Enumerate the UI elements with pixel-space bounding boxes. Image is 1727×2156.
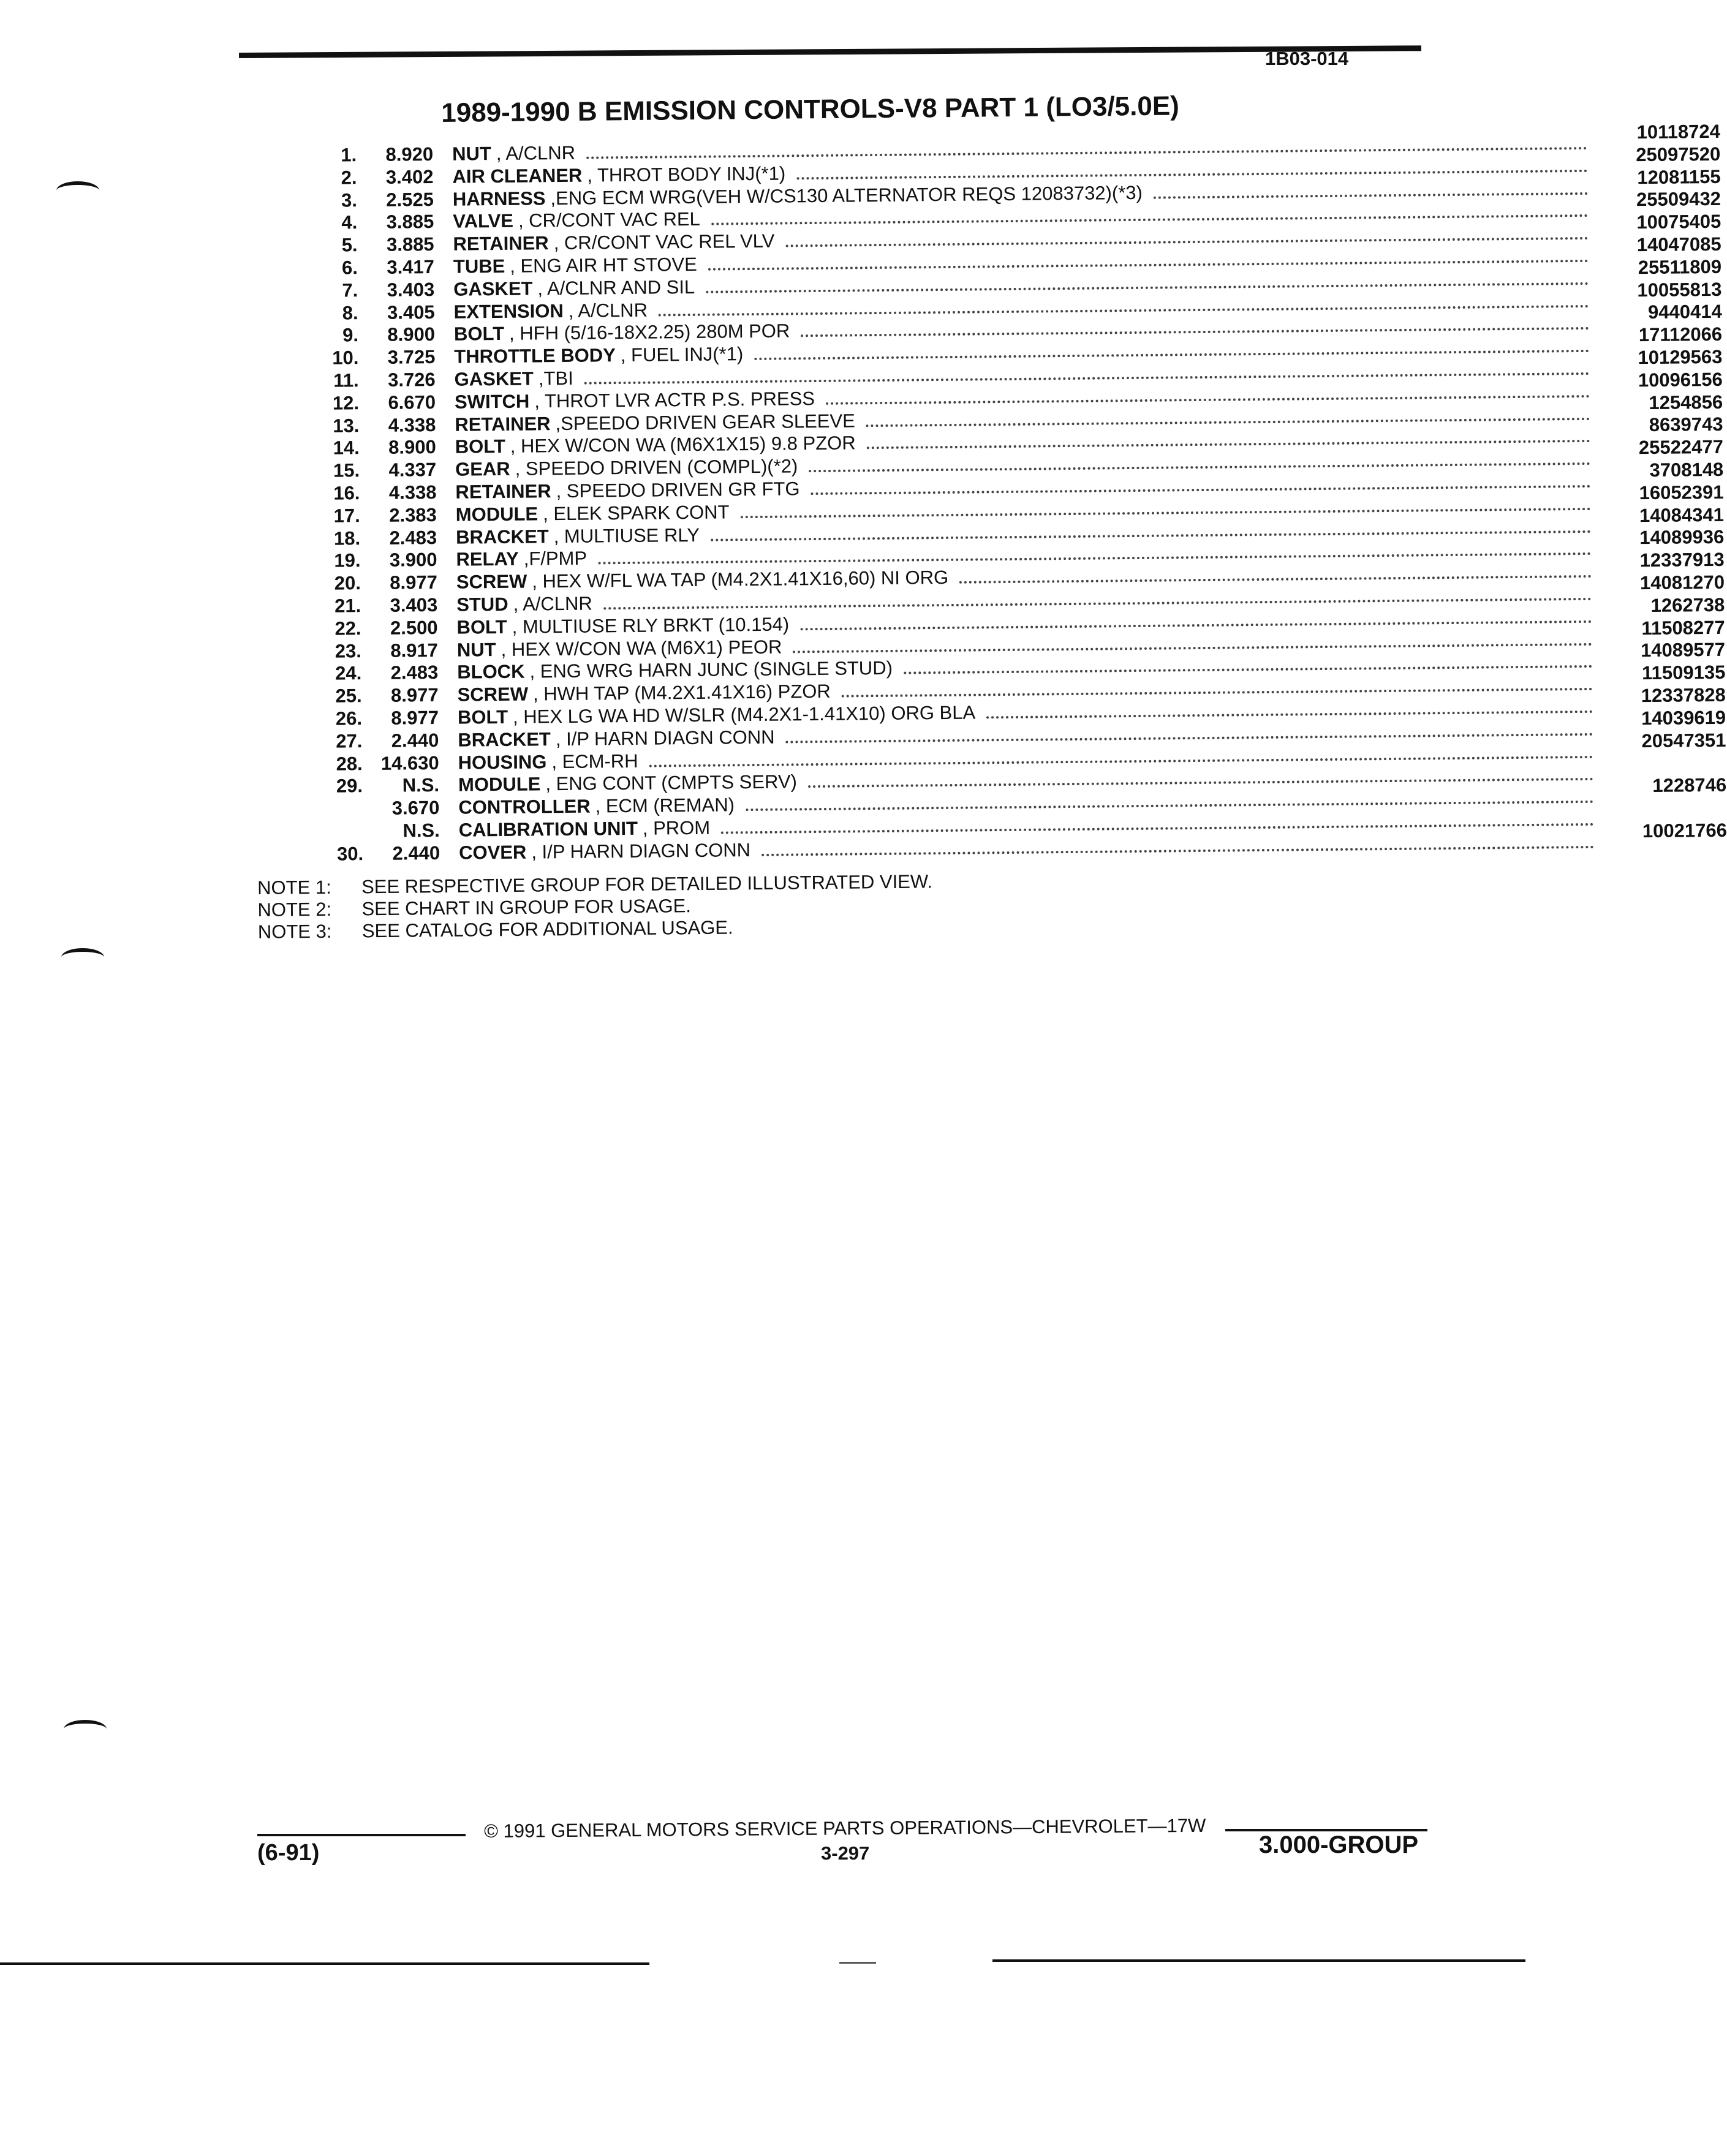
part-detail: , CR/CONT VAC REL VLV	[553, 230, 775, 254]
page-title: 1989-1990 B EMISSION CONTROLS-V8 PART 1 (LO3/5.0E)	[441, 91, 1180, 128]
group-number: 3.403	[387, 278, 435, 301]
part-number: 11508277	[1641, 616, 1725, 639]
item-number: 8.	[342, 301, 358, 324]
item-number: 9.	[342, 324, 359, 346]
note-label: NOTE 2:	[257, 898, 332, 921]
item-number	[312, 797, 363, 798]
header-rule	[239, 45, 1421, 58]
item-number: 14.	[333, 437, 360, 459]
part-name: MODULE	[458, 773, 541, 796]
part-detail: , I/P HARN DIAGN CONN	[555, 726, 775, 750]
item-number: 29.	[336, 775, 363, 797]
part-detail: , FUEL INJ(*1)	[620, 343, 744, 366]
part-detail: , I/P HARN DIAGN CONN	[531, 839, 751, 863]
page-number: 3-297	[821, 1842, 870, 1864]
part-number: 14081270	[1639, 571, 1725, 594]
item-number: 2.	[341, 167, 357, 189]
part-detail: , A/CLNR	[496, 141, 576, 165]
group-number: 8.977	[390, 684, 439, 706]
part-number: 17112066	[1638, 323, 1723, 346]
part-detail: , SPEEDO DRIVEN (COMPL)(*2)	[515, 455, 798, 480]
item-number: 11.	[333, 369, 359, 391]
part-detail: , MULTIUSE RLY	[553, 524, 700, 547]
part-name: SCREW	[456, 570, 527, 593]
group-number: 3.726	[387, 368, 436, 391]
part-name: HARNESS	[452, 187, 546, 210]
group-number: 2.440	[391, 729, 439, 752]
group-number: 3.402	[385, 165, 434, 188]
group-number: 2.500	[390, 616, 438, 639]
part-detail: , MULTIUSE RLY BRKT (10.154)	[512, 613, 790, 638]
part-name: BRACKET	[458, 728, 551, 751]
group-number: 8.900	[387, 323, 436, 346]
note-text: SEE CHART IN GROUP FOR USAGE.	[361, 895, 692, 920]
group-number: N.S.	[402, 819, 440, 842]
group-number: 8.920	[385, 143, 434, 165]
part-number: 25522477	[1638, 435, 1724, 459]
part-detail: , A/CLNR	[513, 592, 592, 615]
part-name: CONTROLLER	[458, 795, 591, 818]
part-name: RELAY	[456, 548, 519, 571]
item-number: 28.	[336, 752, 363, 775]
leader-dots	[761, 846, 1594, 856]
part-number: 25509432	[1636, 188, 1721, 211]
item-number: 21.	[334, 595, 361, 617]
part-number: 10021766	[1642, 819, 1727, 842]
part-number: 25097520	[1636, 143, 1721, 165]
group-number: 2.483	[389, 526, 437, 549]
part-detail: , HEX LG WA HD W/SLR (M4.2X1-1.41X10) ORG BLA	[512, 701, 976, 728]
part-number: 1262738	[1650, 594, 1725, 616]
part-name: BLOCK	[457, 660, 525, 684]
part-detail: ,ENG ECM WRG(VEH W/CS130 ALTERNATOR REQS 12083732)(*3)	[550, 181, 1143, 209]
item-number: 27.	[336, 729, 363, 752]
part-number: 16052391	[1639, 481, 1724, 503]
notes-section	[257, 870, 933, 943]
part-number: 12337828	[1641, 684, 1726, 707]
group-number: 14.630	[380, 752, 439, 774]
part-number: 11509135	[1641, 661, 1726, 684]
part-number: 14039619	[1641, 706, 1726, 729]
item-number: 19.	[334, 549, 361, 571]
part-detail: , ECM (REMAN)	[595, 794, 735, 817]
item-number: 4.	[341, 211, 358, 233]
part-name: RETAINER	[453, 232, 549, 255]
part-detail: ,SPEEDO DRIVEN GEAR SLEEVE	[555, 409, 855, 434]
part-number: 10096156	[1638, 368, 1723, 391]
part-name: CALIBRATION UNIT	[458, 817, 638, 841]
group-number: 2.483	[390, 662, 439, 684]
footer-rule-left	[257, 1834, 466, 1836]
item-number: 24.	[335, 662, 362, 684]
item-number: 17.	[333, 504, 360, 527]
part-number: 14089577	[1640, 639, 1726, 662]
note-text: SEE RESPECTIVE GROUP FOR DETAILED ILLUSTRATED VIEW.	[361, 870, 933, 898]
group-number: N.S.	[402, 774, 440, 796]
part-name: BOLT	[453, 323, 505, 345]
binder-hole-mark	[64, 1720, 107, 1738]
part-name: TUBE	[453, 255, 505, 277]
group-number: 8.900	[388, 436, 436, 459]
part-detail: , THROT BODY INJ(*1)	[587, 162, 786, 186]
part-detail: , HWH TAP (M4.2X1.41X16) PZOR	[532, 680, 831, 705]
item-number: 5.	[341, 234, 358, 256]
item-number: 26.	[335, 707, 363, 729]
part-name: EXTENSION	[453, 300, 564, 323]
part-detail: , HEX W/CON WA (M6X1X15) 9.8 PZOR	[510, 432, 856, 458]
part-name: SWITCH	[454, 390, 530, 413]
group-number: 6.670	[388, 391, 436, 413]
part-number: 9440414	[1647, 301, 1722, 323]
group-number: 4.337	[388, 459, 437, 481]
part-name: BOLT	[457, 706, 508, 728]
item-number: 10.	[332, 347, 359, 369]
item-number: 1.	[341, 144, 357, 166]
part-number: 25511809	[1638, 255, 1722, 278]
part-detail: , ENG WRG HARN JUNC (SINGLE STUD)	[529, 657, 893, 682]
part-detail: , HEX W/CON WA (M6X1) PEOR	[501, 636, 782, 660]
group-number: 8.917	[390, 639, 439, 662]
part-detail: , ENG CONT (CMPTS SERV)	[545, 771, 798, 795]
item-number: 7.	[342, 279, 358, 301]
item-number: 16.	[333, 482, 360, 504]
note-label: NOTE 1:	[257, 876, 331, 899]
part-detail: , PROM	[642, 816, 711, 839]
bottom-rule	[0, 1962, 649, 1965]
note-text: SEE CATALOG FOR ADDITIONAL USAGE.	[361, 916, 733, 942]
bottom-rule	[992, 1959, 1525, 1962]
part-number: 14089936	[1639, 526, 1725, 549]
part-name: NUT	[452, 143, 492, 165]
part-name: RETAINER	[455, 480, 551, 503]
group-number: 3.885	[386, 211, 434, 233]
part-number: 12081155	[1637, 165, 1721, 188]
part-name: VALVE	[453, 210, 514, 233]
part-number: 12337913	[1639, 548, 1725, 571]
item-number: 12.	[332, 391, 360, 414]
part-number: 1254856	[1649, 391, 1723, 413]
bottom-rule	[839, 1962, 876, 1964]
group-number: 2.440	[392, 842, 440, 864]
part-name: GEAR	[455, 458, 510, 480]
part-name: BOLT	[455, 435, 505, 458]
part-name: HOUSING	[458, 750, 547, 774]
part-name: MODULE	[455, 503, 539, 526]
group-number: 2.525	[386, 188, 434, 211]
item-number: 13.	[333, 414, 360, 437]
note-label: NOTE 3:	[257, 920, 332, 943]
part-detail: , THROT LVR ACTR P.S. PRESS	[534, 387, 815, 412]
group-number: 2.383	[389, 503, 437, 526]
copyright-text: © 1991 GENERAL MOTORS SERVICE PARTS OPERATIONS—CHEVROLET—17W	[484, 1814, 1206, 1842]
catalog-code: 1B03-014	[1265, 48, 1349, 69]
group-number: 3.417	[387, 255, 435, 278]
footer-date: (6-91)	[257, 1840, 320, 1866]
part-name: STUD	[456, 593, 508, 616]
part-number: 10075405	[1636, 211, 1721, 233]
group-number: 3.403	[390, 594, 438, 616]
part-name: NUT	[456, 638, 496, 661]
group-number: 3.725	[387, 346, 436, 368]
part-detail: , A/CLNR AND SIL	[537, 276, 695, 300]
part-number: 14047085	[1636, 233, 1721, 256]
item-number: 15.	[333, 459, 360, 481]
binder-hole-mark	[61, 948, 104, 967]
group-number: 4.338	[388, 481, 437, 503]
part-number: 1228746	[1652, 774, 1727, 797]
part-number: 10129563	[1638, 345, 1723, 369]
part-name: RETAINER	[455, 412, 551, 435]
part-name: AIR CLEANER	[452, 164, 583, 187]
part-number: 10118724	[1636, 120, 1721, 143]
part-name: THROTTLE BODY	[454, 344, 616, 368]
part-detail: , ENG AIR HT STOVE	[510, 253, 697, 277]
group-number: 3.405	[387, 301, 435, 323]
part-detail: , ELEK SPARK CONT	[542, 501, 730, 525]
group-number: 3.885	[386, 233, 434, 255]
part-name: COVER	[458, 841, 527, 864]
part-detail: ,F/PMP	[523, 547, 588, 570]
item-number: 22.	[334, 617, 361, 639]
group-number: 3.670	[391, 797, 440, 819]
item-number: 25.	[335, 685, 362, 707]
part-name: SCREW	[457, 683, 529, 706]
part-detail: ,TBI	[538, 367, 573, 390]
item-number: 3.	[341, 189, 358, 211]
part-number: 3708148	[1649, 458, 1724, 481]
item-number: 20.	[334, 572, 361, 594]
part-detail: , HFH (5/16-18X2.25) 280M POR	[508, 320, 790, 345]
part-detail: , HEX W/FL WA TAP (M4.2X1.41X16,60) NI ORG	[532, 567, 949, 592]
part-number: 8639743	[1649, 413, 1723, 436]
item-number: 18.	[333, 527, 361, 549]
part-detail: , ECM-RH	[551, 750, 638, 772]
group-number: 3.900	[389, 549, 437, 571]
group-number: 4.338	[388, 413, 436, 436]
part-detail: , A/CLNR	[568, 299, 648, 322]
part-detail: , CR/CONT VAC REL	[518, 208, 700, 232]
item-number	[313, 820, 363, 821]
binder-hole-mark	[56, 181, 99, 200]
part-number: 14084341	[1639, 503, 1725, 526]
part-detail: , SPEEDO DRIVEN GR FTG	[556, 478, 800, 502]
group-number: 8.977	[390, 571, 438, 594]
item-number: 23.	[334, 639, 362, 662]
part-number: 10055813	[1637, 278, 1722, 301]
item-number: 30.	[336, 842, 364, 865]
part-name: GASKET	[454, 368, 534, 390]
parts-list	[306, 120, 1727, 865]
group-label: 3.000-GROUP	[1259, 1831, 1419, 1858]
part-name: BOLT	[456, 616, 507, 638]
group-number: 8.977	[391, 706, 439, 729]
item-number: 6.	[341, 257, 358, 279]
part-name: BRACKET	[455, 525, 549, 548]
part-name: GASKET	[453, 277, 533, 300]
part-number: 20547351	[1641, 729, 1726, 752]
